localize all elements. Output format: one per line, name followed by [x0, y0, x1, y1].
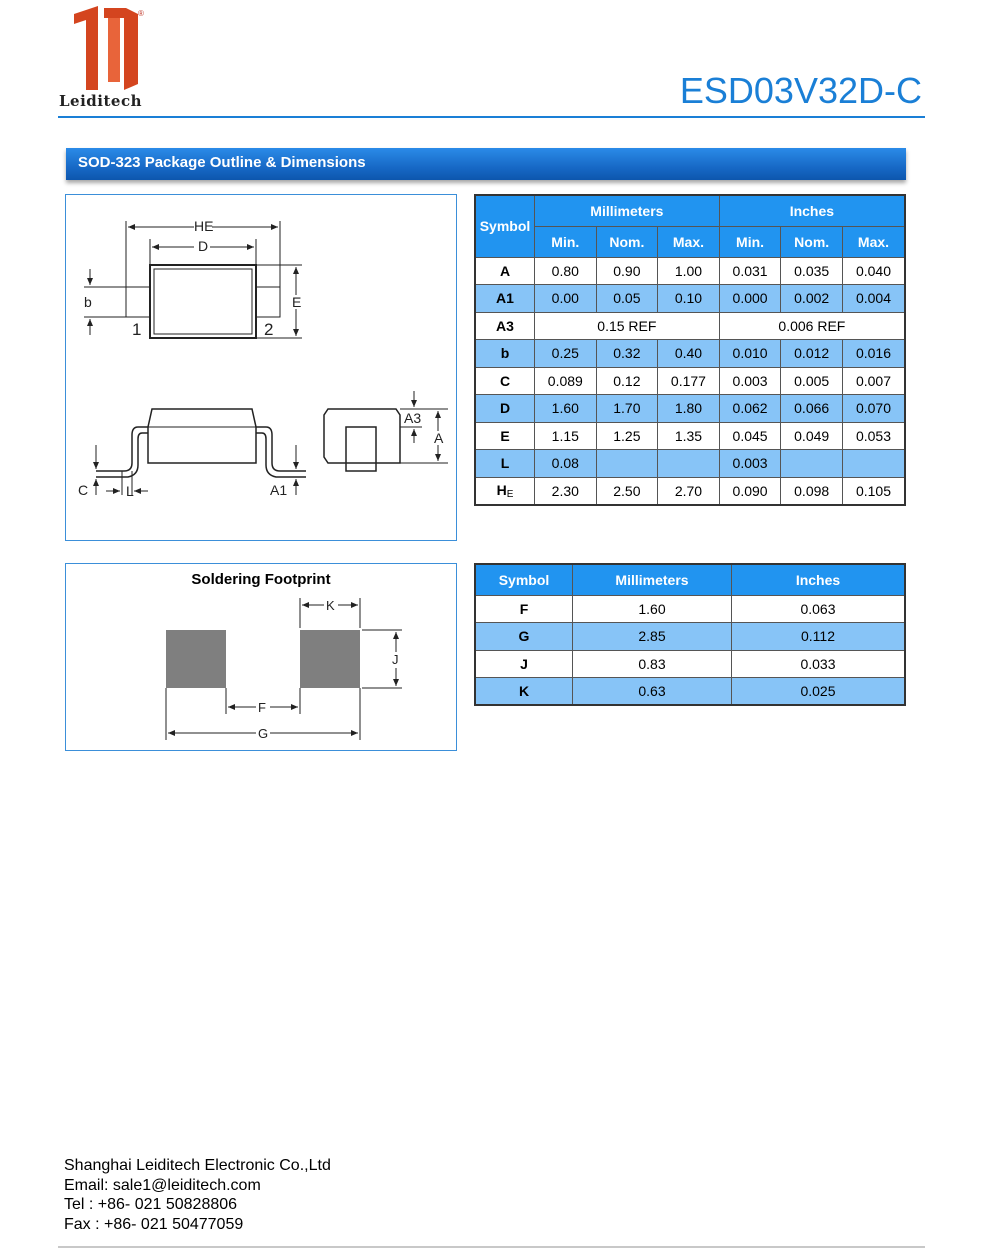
tel-text: Tel : +86- 021 50828806	[64, 1196, 238, 1213]
label-pin2: 2	[264, 320, 274, 339]
value-cell: 2.70	[658, 477, 720, 505]
col-header-symbol: Symbol	[475, 564, 573, 595]
value-cell: 0.12	[596, 367, 658, 395]
value-cell: 0.007	[842, 367, 905, 395]
value-cell: 0.012	[781, 340, 843, 368]
label-l: L	[126, 483, 134, 499]
value-cell: 0.05	[596, 285, 658, 313]
value-cell: 0.066	[781, 395, 843, 423]
registered-mark: ®	[138, 9, 144, 18]
symbol-cell: F	[475, 595, 573, 623]
value-cell: 0.32	[596, 340, 658, 368]
value-cell	[781, 450, 843, 478]
value-cell: 0.031	[719, 257, 781, 285]
label-g: G	[258, 726, 269, 741]
email-text: Email: sale1@leiditech.com	[64, 1176, 261, 1194]
footprint-title: Soldering Footprint	[191, 571, 331, 588]
col-header-symbol: Symbol	[475, 195, 535, 257]
value-cell: 0.00	[535, 285, 597, 313]
value-cell: 0.089	[535, 367, 597, 395]
value-cell: 0.000	[719, 285, 781, 313]
value-cell: 0.15 REF	[535, 312, 720, 340]
col-header-mm-max: Max.	[658, 226, 720, 257]
value-cell: 0.025	[732, 678, 906, 706]
company-name: Shanghai Leiditech Electronic Co.,Ltd	[64, 1157, 331, 1174]
soldering-footprint-drawing	[65, 563, 457, 751]
col-header-millimeters: Millimeters	[535, 195, 720, 226]
col-header-in-min: Min.	[719, 226, 781, 257]
label-j: J	[392, 652, 399, 667]
footer-divider	[58, 1246, 925, 1248]
footer-contact	[64, 1156, 331, 1234]
table-row	[475, 450, 905, 478]
symbol-subscript: E	[506, 488, 514, 500]
brand-name: Leiditech	[59, 92, 142, 110]
value-cell: 0.033	[732, 650, 906, 678]
value-cell: 2.30	[535, 477, 597, 505]
label-he: HE	[194, 218, 214, 234]
value-cell: 0.10	[658, 285, 720, 313]
value-cell: 0.035	[781, 257, 843, 285]
symbol-cell	[475, 477, 535, 505]
symbol-cell: A1	[475, 285, 535, 313]
table-row	[475, 257, 905, 285]
value-cell: 1.15	[535, 422, 597, 450]
header-divider	[58, 116, 925, 118]
value-cell: 0.80	[535, 257, 597, 285]
leiditech-logo-icon	[68, 4, 146, 90]
label-a1: A1	[270, 482, 288, 498]
value-cell: 0.090	[719, 477, 781, 505]
col-header-inches: Inches	[732, 564, 906, 595]
table-row	[475, 422, 905, 450]
col-header-inches: Inches	[719, 195, 905, 226]
value-cell: 0.002	[781, 285, 843, 313]
footprint-table	[474, 563, 906, 706]
value-cell: 0.070	[842, 395, 905, 423]
col-header-mm-min: Min.	[535, 226, 597, 257]
table-row	[475, 312, 905, 340]
value-cell: 0.112	[732, 623, 906, 651]
symbol-cell: K	[475, 678, 573, 706]
value-cell: 0.062	[719, 395, 781, 423]
value-cell: 0.098	[781, 477, 843, 505]
outline-svg	[66, 195, 456, 540]
value-cell: 1.35	[658, 422, 720, 450]
table-row	[475, 340, 905, 368]
value-cell	[658, 450, 720, 478]
table-row	[475, 367, 905, 395]
right-pad	[300, 630, 360, 688]
value-cell: 0.105	[842, 477, 905, 505]
label-b: b	[84, 294, 92, 310]
label-d: D	[198, 238, 209, 254]
label-k: K	[326, 598, 335, 613]
col-header-millimeters: Millimeters	[573, 564, 732, 595]
value-cell: 0.040	[842, 257, 905, 285]
package-outline-drawing	[65, 194, 457, 541]
value-cell: 0.90	[596, 257, 658, 285]
symbol-cell: C	[475, 367, 535, 395]
value-cell: 1.60	[535, 395, 597, 423]
label-a: A	[434, 430, 444, 446]
table-row	[475, 595, 905, 623]
table-row	[475, 285, 905, 313]
footprint-svg	[66, 564, 456, 750]
value-cell: 0.003	[719, 367, 781, 395]
value-cell: 2.85	[573, 623, 732, 651]
table-row	[475, 623, 905, 651]
value-cell: 0.010	[719, 340, 781, 368]
table-row	[475, 477, 905, 505]
value-cell: 1.60	[573, 595, 732, 623]
value-cell: 0.63	[573, 678, 732, 706]
value-cell: 0.063	[732, 595, 906, 623]
value-cell: 2.50	[596, 477, 658, 505]
label-f: F	[258, 700, 266, 715]
dimensions-table	[474, 194, 906, 506]
symbol-cell: b	[475, 340, 535, 368]
value-cell: 0.83	[573, 650, 732, 678]
symbol-cell: G	[475, 623, 573, 651]
part-number-title: ESD03V32D-C	[679, 70, 922, 111]
symbol-cell: J	[475, 650, 573, 678]
value-cell: 0.004	[842, 285, 905, 313]
value-cell: 0.005	[781, 367, 843, 395]
section-title: SOD-323 Package Outline & Dimensions	[78, 154, 366, 171]
section-banner	[66, 148, 906, 180]
value-cell: 0.049	[781, 422, 843, 450]
symbol-cell: A3	[475, 312, 535, 340]
symbol-main: H	[496, 481, 507, 498]
label-pin1: 1	[132, 320, 142, 339]
value-cell: 0.25	[535, 340, 597, 368]
table-row	[475, 395, 905, 423]
value-cell: 1.25	[596, 422, 658, 450]
table-row	[475, 650, 905, 678]
col-header-mm-nom: Nom.	[596, 226, 658, 257]
symbol-cell: E	[475, 422, 535, 450]
col-header-in-nom: Nom.	[781, 226, 843, 257]
value-cell: 1.80	[658, 395, 720, 423]
label-c: C	[78, 482, 89, 498]
value-cell: 0.003	[719, 450, 781, 478]
fax-text: Fax : +86- 021 50477059	[64, 1215, 244, 1233]
value-cell: 1.70	[596, 395, 658, 423]
value-cell: 0.08	[535, 450, 597, 478]
value-cell: 1.00	[658, 257, 720, 285]
symbol-cell: A	[475, 257, 535, 285]
label-e: E	[292, 294, 302, 310]
value-cell	[596, 450, 658, 478]
table-row	[475, 678, 905, 706]
col-header-in-max: Max.	[842, 226, 905, 257]
symbol-cell: D	[475, 395, 535, 423]
value-cell: 0.40	[658, 340, 720, 368]
value-cell: 0.045	[719, 422, 781, 450]
value-cell: 0.177	[658, 367, 720, 395]
label-a3: A3	[404, 410, 422, 426]
symbol-cell: L	[475, 450, 535, 478]
value-cell: 0.053	[842, 422, 905, 450]
value-cell	[842, 450, 905, 478]
left-pad	[166, 630, 226, 688]
value-cell: 0.016	[842, 340, 905, 368]
value-cell: 0.006 REF	[719, 312, 905, 340]
